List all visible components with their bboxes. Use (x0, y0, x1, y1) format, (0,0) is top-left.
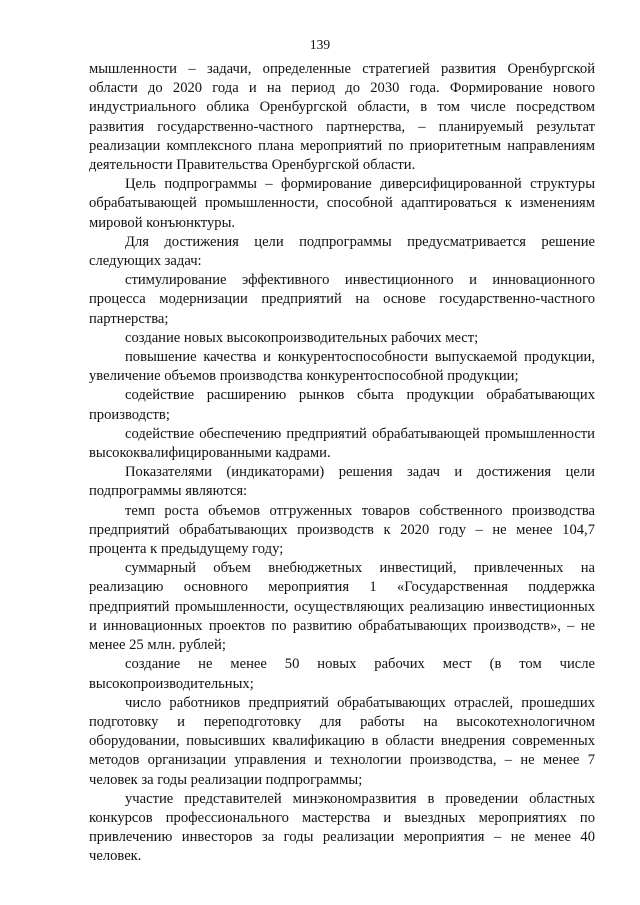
paragraph: содействие обеспечению предприятий обрабатывающей промышленности высококвалифицированными кадрами. (89, 425, 595, 462)
paragraph: Цель подпрограммы – формирование диверсифицированной структуры обрабатывающей промышленности, способной адаптироваться к изменениям мировой конъюнктуры. (89, 176, 595, 231)
paragraph: число работников предприятий обрабатывающих отраслей, прошедших подготовку и переподготовку для работы на высокотехнологичном оборудовании, повысивших квалификацию в области внедрения современных методов организации управления и технологии производства, – не менее 7 человек за годы реализации подпрограммы; (89, 694, 595, 788)
paragraph: мышленности – задачи, определенные стратегией развития Оренбургской области до 2020 года и на период до 2030 года. Формирование нового индустриального облика Оренбургской области, в том числе посредством развития государственно-частного партнерства, – планируемый результат реализации комплексного плана мероприятий по приоритетным направлениям деятельности Правительства Оренбургской области. (89, 61, 595, 174)
paragraph: темп роста объемов отгруженных товаров собственного производства предприятий обрабатывающих производств к 2020 году – не менее 104,7 процента к предыдущему году; (89, 502, 595, 558)
paragraph: участие представителей минэкономразвития в проведении областных конкурсов профессионального мастерства и выездных мероприятиях по привлечению инвесторов за годы реализации мероприятия – не менее 40 человек. (89, 790, 595, 865)
paragraph: Показателями (индикаторами) решения задач и достижения цели подпрограммы являются: (89, 464, 595, 500)
paragraph: суммарный объем внебюджетных инвестиций, привлеченных на реализацию основного мероприятия 1 «Государственная поддержка предприятий промышленности, осуществляющих реализацию инвестиционных и инновационных проектов по развитию обрабатывающих производств», – не менее 25 млн. рублей; (89, 560, 595, 654)
document-body (89, 60, 595, 867)
paragraph: Для достижения цели подпрограммы предусматривается решение следующих задач: (89, 233, 595, 270)
paragraph: создание не менее 50 новых рабочих мест (в том числе высокопроизводительных; (89, 656, 595, 692)
paragraph: содействие расширению рынков сбыта продукции обрабатывающих производств; (89, 387, 595, 423)
paragraph: повышение качества и конкурентоспособности выпускаемой продукции, увеличение объемов производства конкурентоспособной продукции; (89, 349, 595, 385)
paragraph: создание новых высокопроизводительных рабочих мест; (125, 329, 479, 346)
paragraph: стимулирование эффективного инвестиционного и инновационного процесса модернизации предприятий на основе государственно-частного партнерства; (89, 272, 595, 327)
page-number: 139 (309, 37, 331, 52)
